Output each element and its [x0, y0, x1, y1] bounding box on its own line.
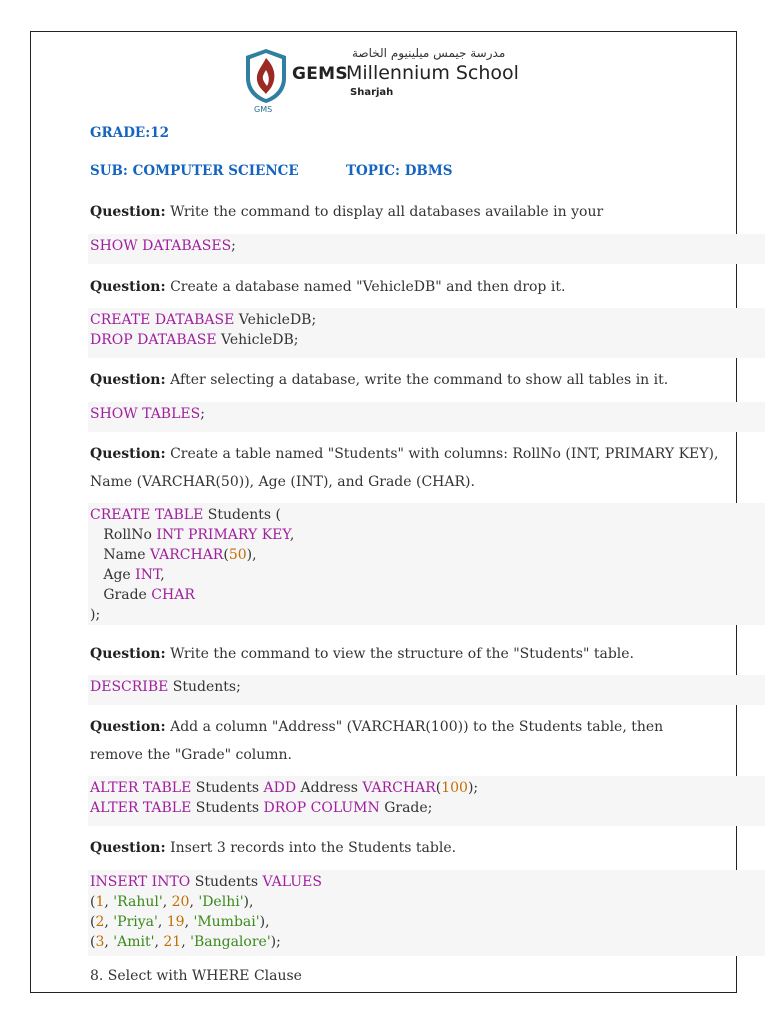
question-text: Insert 3 records into the Students table.: [165, 840, 457, 856]
question-2: [90, 273, 760, 301]
code-block-create-table: CREATE TABLE Students ( RollNo INT PRIMARY KEY, Name VARCHAR(50), Age INT, Grade CHAR );: [88, 503, 765, 625]
code-block-show-databases: SHOW DATABASES;: [88, 234, 765, 264]
code-block-alter-table: ALTER TABLE Students ADD Address VARCHAR(100); ALTER TABLE Students DROP COLUMN Grade;: [88, 776, 765, 826]
question-text: Create a table named "Students" with columns: RollNo (INT, PRIMARY KEY), Name (VARCHAR(50)), Age (INT), and Grade (CHAR).: [90, 446, 719, 490]
question-text: After selecting a database, write the command to show all tables in it.: [165, 372, 669, 388]
code-block-insert: INSERT INTO Students VALUES (1, 'Rahul', 20, 'Delhi'), (2, 'Priya', 19, 'Mumbai'), (3, 'Amit', 21, 'Bangalore');: [88, 870, 765, 956]
question-text: Create a database named "VehicleDB" and then drop it.: [165, 279, 566, 295]
code-block-describe: DESCRIBE Students;: [88, 675, 765, 705]
question-label: Question:: [90, 646, 166, 662]
question-1: [90, 198, 760, 226]
question-4: [90, 440, 736, 496]
code-block-show-tables: SHOW TABLES;: [88, 402, 765, 432]
question-label: Question:: [90, 446, 166, 462]
topic-label: TOPIC: DBMS: [346, 163, 453, 179]
question-3: [90, 366, 760, 394]
school-name-arabic: مدرسة جيمس ميلينيوم الخاصة: [352, 46, 506, 60]
question-text: Add a column "Address" (VARCHAR(100)) to the Students table, then remove the "Grade" column.: [90, 719, 664, 763]
question-label: Question:: [90, 840, 166, 856]
question-6: [90, 713, 690, 769]
code-block-create-drop-db: CREATE DATABASE VehicleDB; DROP DATABASE VehicleDB;: [88, 308, 765, 358]
school-header: [244, 42, 564, 118]
question-text: Write the command to view the structure of the "Students" table.: [165, 646, 634, 662]
question-label: Question:: [90, 719, 166, 735]
question-label: Question:: [90, 279, 166, 295]
subject-label: SUB: COMPUTER SCIENCE: [90, 163, 299, 179]
school-location: Sharjah: [350, 87, 394, 98]
question-5: [90, 640, 760, 668]
school-name-millennium: Millennium School: [346, 62, 519, 84]
question-7: [90, 834, 760, 862]
section-heading-select-where: 8. Select with WHERE Clause: [90, 968, 302, 984]
question-text: Write the command to display all databases available in your: [165, 204, 604, 220]
school-name-gems: GEMS: [292, 64, 348, 84]
question-label: Question:: [90, 204, 166, 220]
question-label: Question:: [90, 372, 166, 388]
grade-label: GRADE:12: [90, 125, 169, 141]
logo-abbreviation: GMS: [254, 105, 273, 114]
school-shield-logo: [244, 48, 288, 104]
